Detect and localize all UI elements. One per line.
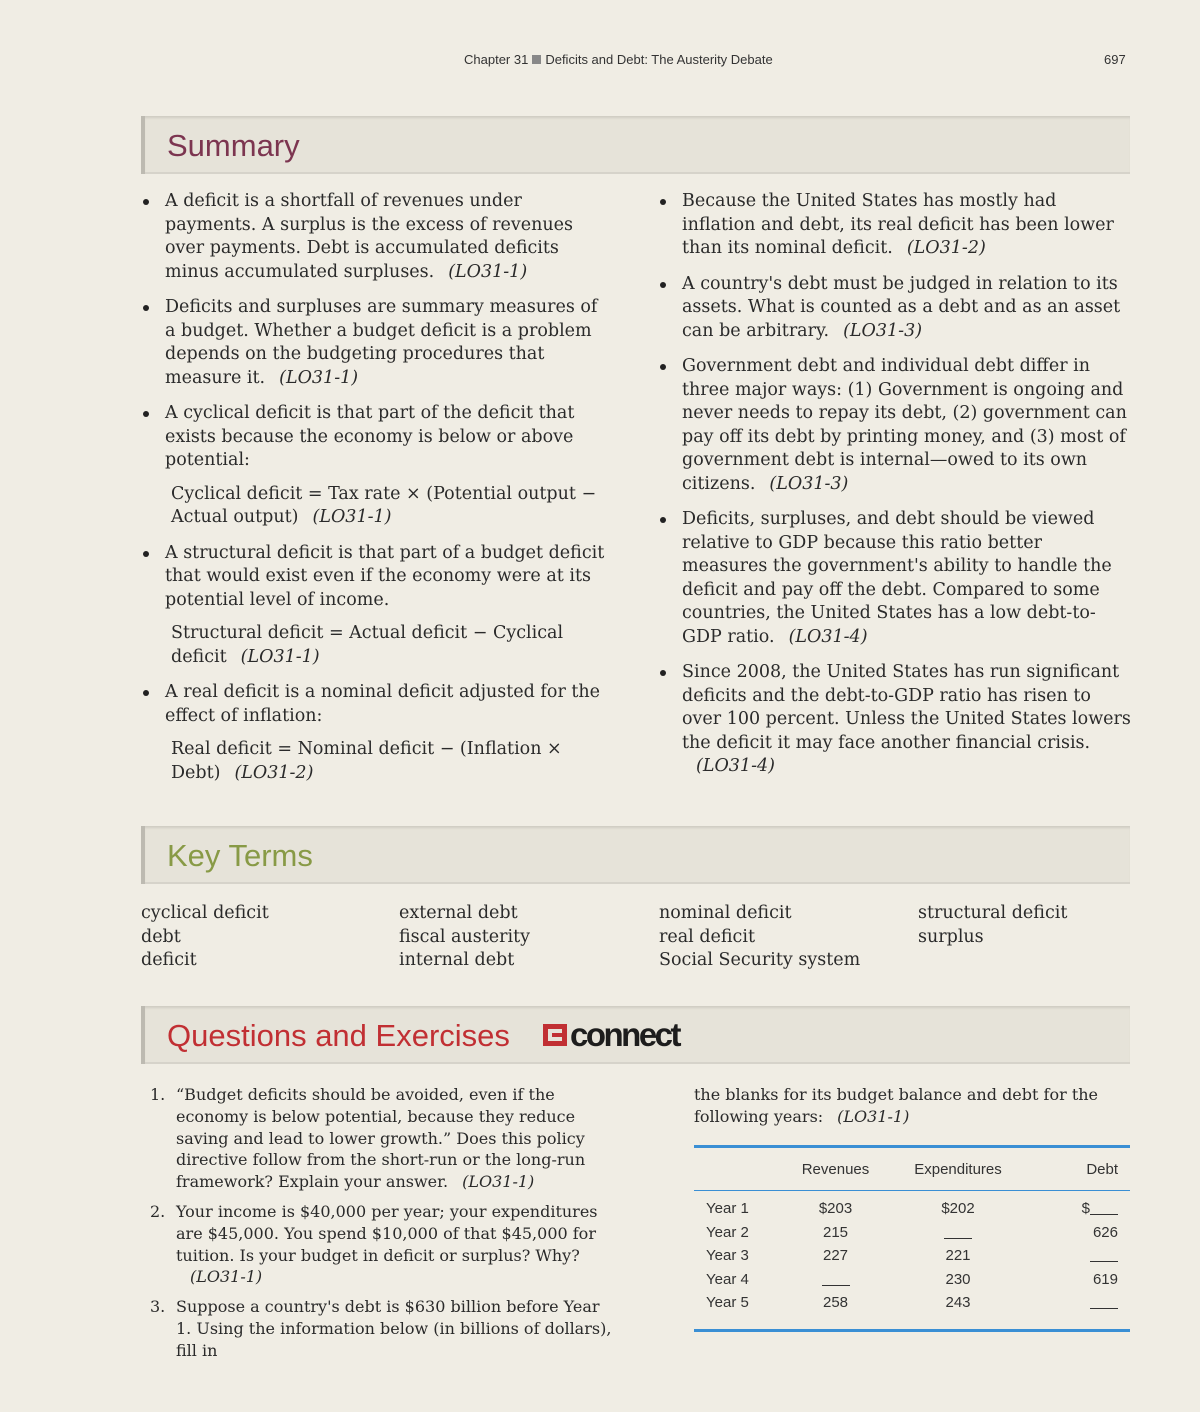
key-terms-column <box>141 902 269 973</box>
cell-value: 243 <box>945 1294 971 1312</box>
formula-text: Cyclical deficit = Tax rate × (Potential output − Actual output) <box>171 483 597 527</box>
chapter-title: Deficits and Debt: The Austerity Debate <box>545 52 773 67</box>
summary-heading-bar <box>141 116 1130 174</box>
summary-bullet <box>658 661 1132 779</box>
fill-in-blank <box>1090 1200 1118 1215</box>
key-terms-heading-bar <box>141 826 1130 884</box>
question-text: Your income is $40,000 per year; your expenditures are $45,000. You spend $10,000 of that $45,000 for tuition. Is your budget in deficit or surplus? Why? <box>176 1201 598 1265</box>
chapter-label: Chapter 31 <box>464 52 529 67</box>
table-cell <box>1033 1244 1130 1268</box>
key-terms-column <box>659 902 860 973</box>
learning-objective: (LO31-1) <box>462 1172 535 1192</box>
cell-value: 221 <box>945 1247 971 1265</box>
page-number: 697 <box>1104 52 1126 67</box>
learning-objective: (LO31-1) <box>448 261 528 282</box>
cell-value: 215 <box>822 1223 849 1241</box>
cell-value: Year 3 <box>706 1247 749 1265</box>
key-term: debt <box>141 926 181 947</box>
learning-objective: (LO31-2) <box>234 762 314 783</box>
connect-logo-text: connect <box>570 1016 680 1053</box>
summary-text: Government debt and individual debt differ in three major ways: (1) Government is ongoing and never needs to repay its debt, (2) government can pay off its debt by printing money, and (3) most of government debt is internal—owed to its own citizens. <box>682 356 1127 494</box>
summary-formula <box>141 622 611 669</box>
cell-value: 230 <box>945 1270 971 1288</box>
summary-text: A country's debt must be judged in relation to its assets. What is counted as a debt and as an asset can be arbitrary. <box>682 273 1121 341</box>
cell-value: $202 <box>941 1200 975 1218</box>
key-term: fiscal austerity <box>399 926 531 947</box>
table-cell <box>1033 1221 1130 1245</box>
cell-value: Year 2 <box>706 1223 749 1241</box>
question-text: “Budget deficits should be avoided, even if the economy is below potential, because they reduce saving and lead to lower growth.” Does this policy directive follow from the short-run or the long-run framework? Explain your answer. <box>176 1085 586 1192</box>
cell-value: Year 1 <box>706 1200 749 1218</box>
summary-bullet <box>141 190 611 284</box>
summary-bullet <box>141 296 611 390</box>
table-cell <box>694 1244 788 1268</box>
key-term: Social Security system <box>659 950 861 970</box>
questions-heading-bar <box>141 1006 1130 1064</box>
key-terms-column <box>918 902 1067 949</box>
question-item <box>150 1201 615 1288</box>
learning-objective: (LO31-3) <box>769 473 849 494</box>
formula-text: Real deficit = Nominal deficit − (Inflation × Debt) <box>171 739 562 783</box>
separator-square-icon <box>532 55 541 64</box>
table-row <box>694 1291 1130 1330</box>
cell-value: 619 <box>1092 1270 1118 1288</box>
cell-value: Year 4 <box>706 1270 749 1288</box>
key-term: structural deficit <box>918 903 1068 923</box>
summary-formula <box>141 483 611 530</box>
learning-objective: (LO31-1) <box>240 646 320 667</box>
cell-value: Year 5 <box>706 1294 749 1312</box>
learning-objective: (LO31-1) <box>312 507 392 527</box>
continuation-text: the blanks for its budget balance and debt for the following years: <box>694 1085 1099 1126</box>
summary-bullet <box>658 273 1132 344</box>
question-item <box>150 1084 615 1193</box>
question-text: Suppose a country's debt is $630 billion before Year 1. Using the information below (in billions of dollars), fill in <box>176 1297 612 1360</box>
table-cell <box>883 1191 1033 1221</box>
learning-objective: (LO31-4) <box>696 756 775 776</box>
summary-formula <box>141 738 611 785</box>
key-term: deficit <box>141 950 197 970</box>
cell-value: $ <box>1081 1200 1090 1218</box>
summary-left-column <box>141 190 611 797</box>
table-cell <box>788 1244 883 1268</box>
learning-objective: (LO31-2) <box>906 238 986 258</box>
table-cell <box>1033 1268 1130 1292</box>
table-cell <box>883 1268 1033 1292</box>
key-term: real deficit <box>659 926 755 947</box>
summary-text: A structural deficit is that part of a budget deficit that would exist even if the economy were at its potential level of income. <box>165 542 605 610</box>
summary-bullet <box>141 542 611 613</box>
table-cell <box>788 1268 883 1292</box>
summary-bullet <box>141 402 611 473</box>
budget-table <box>694 1145 1130 1332</box>
summary-text: Deficits and surpluses are summary measures of a budget. Whether a budget deficit is a problem depends on the budgeting procedures that measure it. <box>165 297 598 388</box>
connect-logo-icon <box>543 1024 567 1046</box>
fill-in-blank <box>944 1224 972 1239</box>
summary-bullet <box>658 190 1132 261</box>
cell-value: 227 <box>822 1247 849 1265</box>
fill-in-blank <box>1090 1294 1118 1309</box>
questions-continuation <box>694 1084 1134 1128</box>
table-cell <box>883 1291 1033 1330</box>
learning-objective: (LO31-1) <box>837 1106 910 1126</box>
key-terms-heading: Key Terms <box>167 838 313 873</box>
table-header: Expenditures <box>883 1147 1033 1191</box>
summary-right-column <box>658 190 1132 791</box>
cell-value: $203 <box>818 1200 853 1218</box>
learning-objective: (LO31-1) <box>190 1267 263 1287</box>
running-head-title <box>464 52 773 67</box>
table-header: Revenues <box>788 1147 883 1191</box>
table-cell <box>694 1221 788 1245</box>
table-cell <box>694 1268 788 1292</box>
table-cell <box>883 1244 1033 1268</box>
table-cell <box>1033 1191 1130 1221</box>
questions-left-column <box>150 1084 615 1370</box>
question-number: 3. <box>150 1297 166 1317</box>
key-term: surplus <box>918 926 984 947</box>
summary-bullet <box>141 681 611 728</box>
summary-text: Since 2008, the United States has run significant deficits and the debt-to-GDP ratio has risen to over 100 percent. Unless the United States lowers the deficit it may face another financial crisis. <box>682 662 1131 753</box>
summary-text: A cyclical deficit is that part of the deficit that exists because the economy is below or above potential: <box>165 403 575 470</box>
table-cell <box>694 1191 788 1221</box>
key-term: nominal deficit <box>659 903 792 923</box>
table-cell <box>788 1221 883 1245</box>
summary-text: A real deficit is a nominal deficit adjusted for the effect of inflation: <box>165 682 601 726</box>
question-item <box>150 1296 615 1361</box>
table-cell <box>788 1191 883 1221</box>
cell-value: 258 <box>822 1294 849 1312</box>
table-cell <box>1033 1291 1130 1330</box>
learning-objective: (LO31-3) <box>843 320 923 341</box>
table-row <box>694 1244 1130 1268</box>
learning-objective: (LO31-1) <box>279 367 359 388</box>
question-number: 2. <box>150 1201 166 1221</box>
question-number: 1. <box>150 1085 166 1104</box>
table-header <box>694 1147 788 1191</box>
summary-text: Because the United States has mostly had inflation and debt, its real deficit has been lower than its nominal deficit. <box>682 191 1114 258</box>
table-cell <box>883 1221 1033 1245</box>
learning-objective: (LO31-4) <box>788 626 868 647</box>
summary-bullet <box>658 355 1132 496</box>
table-header: Debt <box>1033 1147 1130 1191</box>
table-header-row <box>694 1147 1130 1191</box>
key-term: cyclical deficit <box>141 903 269 923</box>
table-row <box>694 1221 1130 1245</box>
summary-heading: Summary <box>167 128 300 163</box>
cell-value: 626 <box>1092 1223 1118 1241</box>
key-terms-column <box>399 902 530 973</box>
table-cell <box>694 1291 788 1330</box>
summary-text: Deficits, surpluses, and debt should be viewed relative to GDP because this ratio better measures the government's ability to handle the deficit and pay off the debt. Compared to some countries, the United States has a low debt-to-GDP ratio. <box>682 509 1112 647</box>
fill-in-blank <box>822 1271 850 1286</box>
summary-text: A deficit is a shortfall of revenues under payments. A surplus is the excess of revenues over payments. Debt is accumulated deficits minus accumulated surpluses. <box>165 191 574 282</box>
table-row <box>694 1191 1130 1221</box>
key-term: internal debt <box>399 950 515 970</box>
table-row <box>694 1268 1130 1292</box>
connect-logo <box>543 1018 679 1052</box>
formula-text: Structural deficit = Actual deficit − Cyclical deficit <box>171 623 564 667</box>
questions-heading: Questions and Exercises <box>167 1018 510 1053</box>
fill-in-blank <box>1090 1247 1118 1262</box>
key-term: external debt <box>399 903 518 923</box>
table-cell <box>788 1291 883 1330</box>
summary-bullet <box>658 508 1132 649</box>
